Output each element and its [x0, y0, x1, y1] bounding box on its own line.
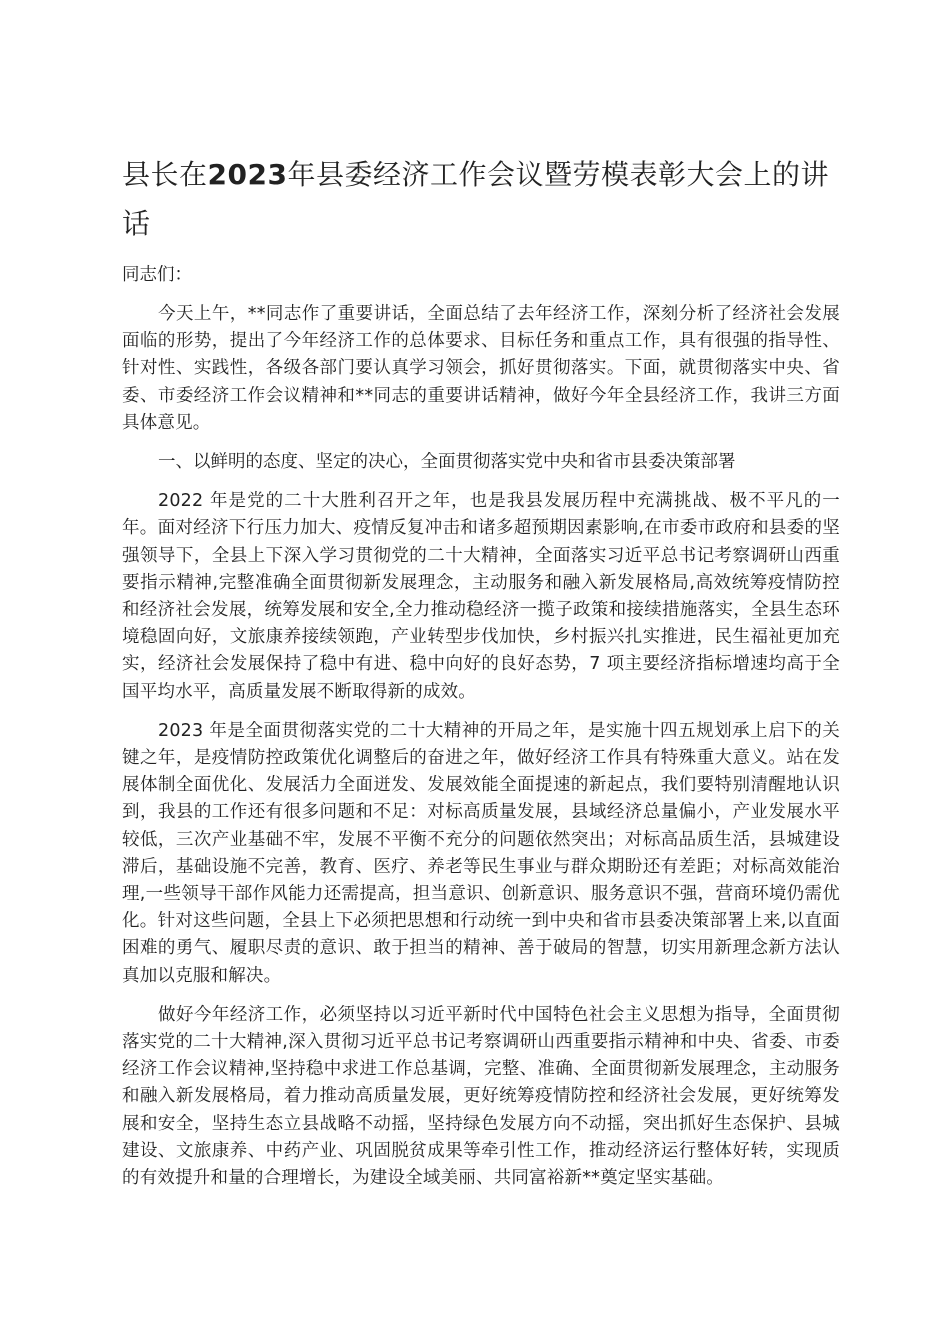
document-title: [122, 150, 840, 248]
paragraph-2022-review: 2022 年是党的二十大胜利召开之年，也是我县发展历程中充满挑战、极不平凡的一年。面对经济下行压力加大、疫情反复冲击和诸多超预期因素影响,在市委市政府和县委的坚强领导下，全县上下深入学习贯彻党的二十大精神，全面落实习近平总书记考察调研山西重要指示精神,完整准确全面贯彻新发展理念，主动服务和融入新发展格局,高效统筹疫情防控和经济社会发展，统筹发展和安全,全力推动稳经济一揽子政策和接续措施落实，全县生态环境稳固向好，文旅康养接续领跑，产业转型步伐加快，乡村振兴扎实推进，民生福祉更加充实，经济社会发展保持了稳中有进、稳中向好的良好态势，7 项主要经济指标增速均高于全国平均水平，高质量发展不断取得新的成效。: [122, 491, 840, 702]
document-page: [122, 150, 840, 1204]
title-prefix: 县长在: [122, 158, 208, 191]
paragraph-intro: 今天上午，**同志作了重要讲话，全面总结了去年经济工作，深刻分析了经济社会发展面临的形势，提出了今年经济工作的总体要求、目标任务和重点工作，具有很强的指导性、针对性、实践性，各级各部门要认真学习领会，抓好贯彻落实。下面，就贯彻落实中央、省委、市委经济工作会议精神和**同志的重要讲话精神，做好今年全县经济工作，我讲三方面具体意见。: [122, 304, 840, 433]
paragraph-guiding-principles: 做好今年经济工作，必须坚持以习近平新时代中国特色社会主义思想为指导，全面贯彻落实党的二十大精神,深入贯彻习近平总书记考察调研山西重要指示精神和中央、省委、市委经济工作会议精神,坚持稳中求进工作总基调，完整、准确、全面贯彻新发展理念，主动服务和融入新发展格局，着力推动高质量发展，更好统筹疫情防控和经济社会发展，更好统筹发展和安全，坚持生态立县战略不动摇，坚持绿色发展方向不动摇，突出抓好生态保护、县城建设、文旅康养、中药产业、巩固脱贫成果等牵引性工作，推动经济运行整体好转，实现质的有效提升和量的合理增长，为建设全域美丽、共同富裕新**奠定坚实基础。: [122, 1004, 840, 1189]
salutation: 同志们：: [122, 265, 192, 285]
title-suffix: 年县委经济工作会议暨劳模表彰大会上的讲话: [122, 158, 829, 240]
title-year: 2023: [207, 158, 288, 191]
paragraph-2023-outlook: 2023 年是全面贯彻落实党的二十大精神的开局之年，是实施十四五规划承上启下的关键之年，是疫情防控政策优化调整后的奋进之年，做好经济工作具有特殊重大意义。站在发展体制全面优化、发展活力全面迸发、发展效能全面提速的新起点，我们要特别清醒地认识到，我县的工作还有很多问题和不足：对标高质量发展，县域经济总量偏小，产业发展水平较低，三次产业基础不牢，发展不平衡不充分的问题依然突出；对标高品质生活，县城建设滞后，基础设施不完善，教育、医疗、养老等民生事业与群众期盼还有差距；对标高效能治理,一些领导干部作风能力还需提高，担当意识、创新意识、服务意识不强，营商环境仍需优化。针对这些问题，全县上下必须把思想和行动统一到中央和省市县委决策部署上来,以直面困难的勇气、履职尽责的意识、敢于担当的精神、善于破局的智慧，切实用新理念新方法认真加以克服和解决。: [122, 720, 840, 986]
section-heading-1: 一、以鲜明的态度、坚定的决心，全面贯彻落实党中央和省市县委决策部署: [158, 452, 736, 473]
